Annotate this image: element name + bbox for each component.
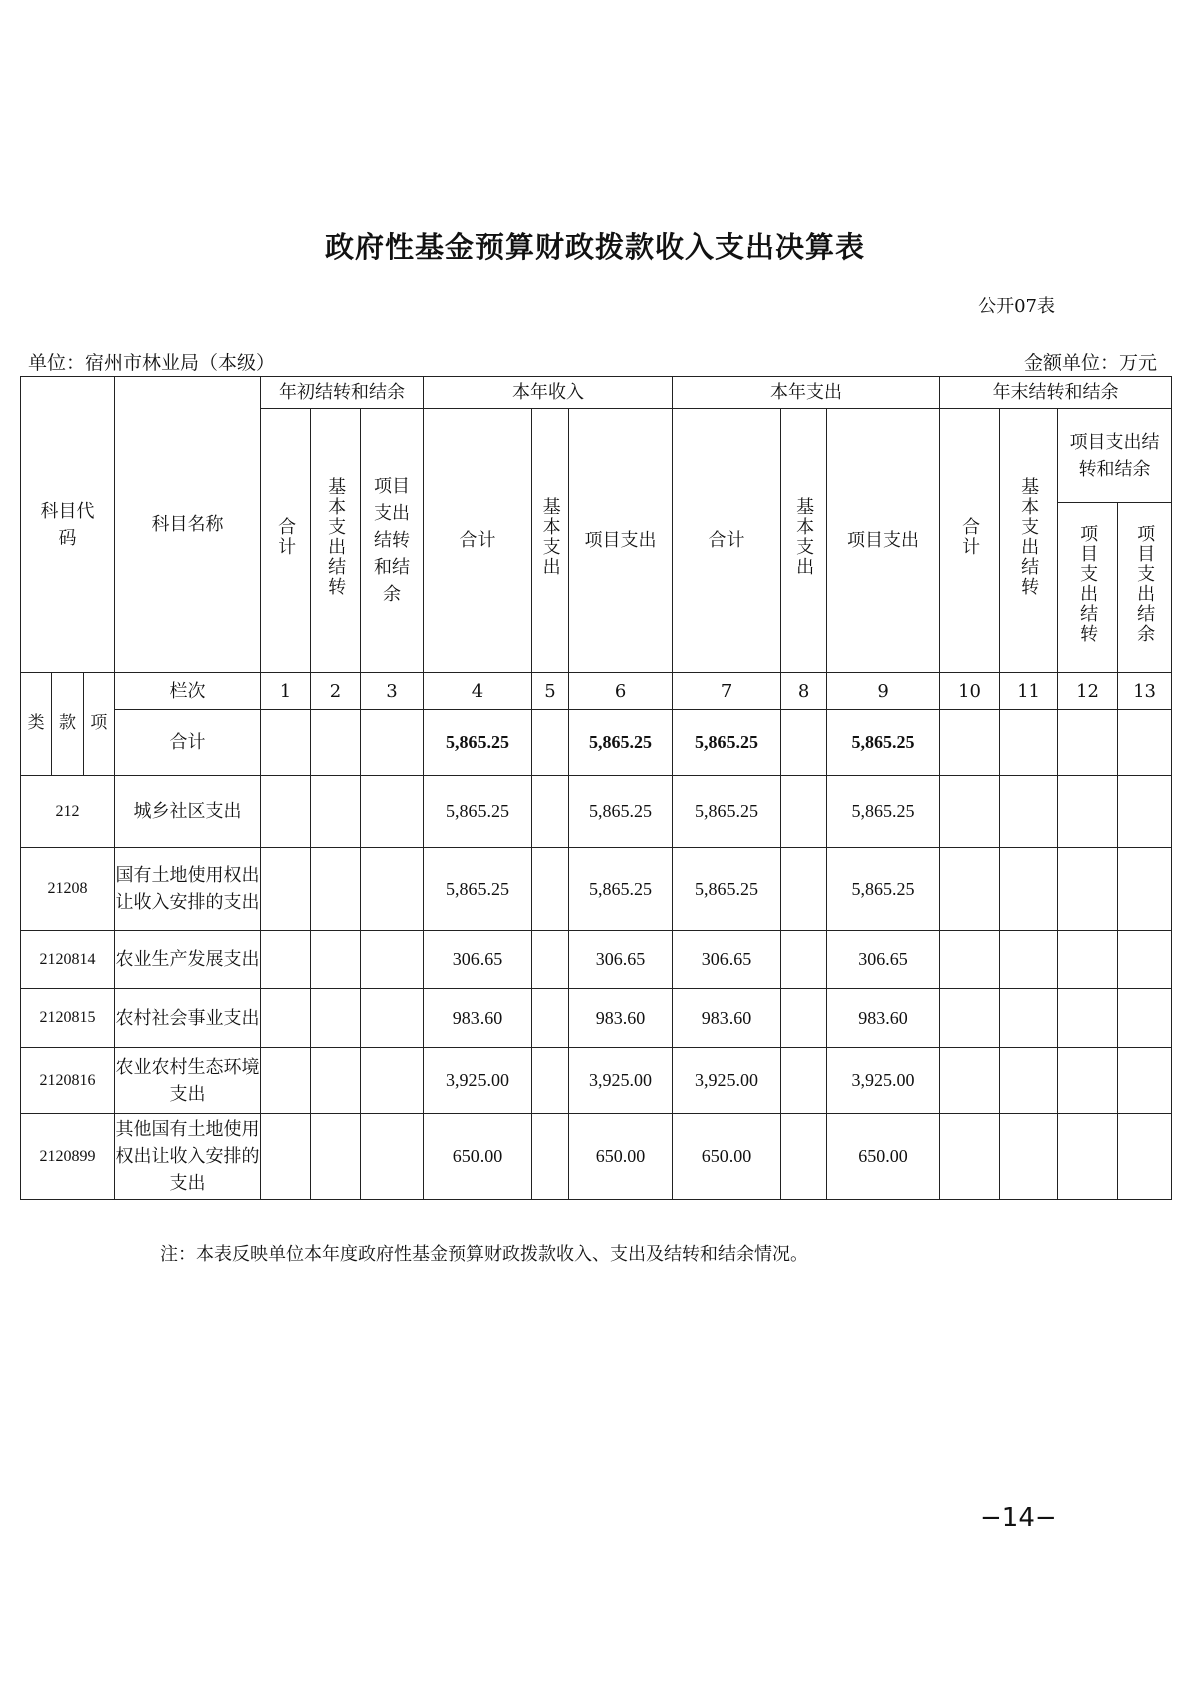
row-name: 国有土地使用权出让收入安排的支出 xyxy=(115,848,261,931)
fund-budget-table xyxy=(20,376,1172,1200)
header-expense-total: 合计 xyxy=(673,409,781,673)
table-row xyxy=(21,1048,1172,1114)
row-expense-project: 3,925.00 xyxy=(827,1048,940,1114)
total-expense-total: 5,865.25 xyxy=(673,710,781,776)
reporting-unit: 单位：宿州市林业局（本级） xyxy=(28,352,276,374)
col-number: 10 xyxy=(940,673,1000,710)
row-name: 农业农村生态环境支出 xyxy=(115,1048,261,1114)
row-expense-project: 306.65 xyxy=(827,931,940,989)
header-end-project-balance: 项目支出结余 xyxy=(1118,503,1172,673)
classification-lei: 类 xyxy=(21,673,52,775)
total-label: 合计 xyxy=(115,710,261,776)
total-income-total: 5,865.25 xyxy=(424,710,532,776)
row-income-project: 983.60 xyxy=(569,989,673,1048)
page-title: 政府性基金预算财政拨款收入支出决算表 xyxy=(324,230,865,264)
col-number: 5 xyxy=(532,673,569,710)
header-end-basic-carry: 基本支出结转 xyxy=(1000,409,1058,673)
col-number: 1 xyxy=(261,673,311,710)
row-income-project: 5,865.25 xyxy=(569,776,673,848)
header-expense-basic: 基本支出 xyxy=(781,409,827,673)
row-income-project: 3,925.00 xyxy=(569,1048,673,1114)
table-row xyxy=(21,931,1172,989)
row-income-project: 5,865.25 xyxy=(569,848,673,931)
col-number: 3 xyxy=(361,673,424,710)
header-end-project-carry-balance: 项目支出结转和结余 xyxy=(1058,409,1172,503)
row-expense-project: 983.60 xyxy=(827,989,940,1048)
form-code: 公开07表 xyxy=(978,296,1055,317)
row-expense-total: 5,865.25 xyxy=(673,776,781,848)
col-number: 13 xyxy=(1118,673,1172,710)
classification-kuan: 款 xyxy=(52,673,83,775)
header-group-begin: 年初结转和结余 xyxy=(261,377,424,409)
header-group-expense: 本年支出 xyxy=(673,377,940,409)
row-code: 2120816 xyxy=(21,1048,115,1114)
row-expense-total: 983.60 xyxy=(673,989,781,1048)
header-end-total: 合计 xyxy=(940,409,1000,673)
classification-cell xyxy=(21,673,115,776)
col-number: 9 xyxy=(827,673,940,710)
header-begin-project-carry-balance: 项目支出结转和结余 xyxy=(361,409,424,673)
classification-xiang: 项 xyxy=(90,713,108,734)
table-row xyxy=(21,1114,1172,1200)
total-expense-project: 5,865.25 xyxy=(827,710,940,776)
table-row xyxy=(21,776,1172,848)
row-income-total: 5,865.25 xyxy=(424,848,532,931)
row-income-project: 306.65 xyxy=(569,931,673,989)
col-index-label: 栏次 xyxy=(115,673,261,710)
row-expense-total: 306.65 xyxy=(673,931,781,989)
col-number: 12 xyxy=(1058,673,1118,710)
col-number: 6 xyxy=(569,673,673,710)
column-index-row xyxy=(21,673,1172,710)
header-end-project-carry: 项目支出结转 xyxy=(1058,503,1118,673)
page-number: −14− xyxy=(980,1503,1057,1533)
row-income-total: 650.00 xyxy=(424,1114,532,1200)
header-subject-name: 科目名称 xyxy=(115,377,261,673)
row-code: 212 xyxy=(21,776,115,848)
table-row xyxy=(21,989,1172,1048)
header-group-income: 本年收入 xyxy=(424,377,673,409)
row-name: 农村社会事业支出 xyxy=(115,989,261,1048)
header-begin-total: 合计 xyxy=(261,409,311,673)
header-income-basic: 基本支出 xyxy=(532,409,569,673)
header-group-end: 年末结转和结余 xyxy=(940,377,1172,409)
row-expense-total: 5,865.25 xyxy=(673,848,781,931)
row-income-total: 5,865.25 xyxy=(424,776,532,848)
col-number: 8 xyxy=(781,673,827,710)
row-code: 2120814 xyxy=(21,931,115,989)
row-income-total: 983.60 xyxy=(424,989,532,1048)
col-number: 7 xyxy=(673,673,781,710)
row-income-total: 3,925.00 xyxy=(424,1048,532,1114)
row-income-project: 650.00 xyxy=(569,1114,673,1200)
row-expense-project: 5,865.25 xyxy=(827,848,940,931)
row-expense-project: 5,865.25 xyxy=(827,776,940,848)
row-income-total: 306.65 xyxy=(424,931,532,989)
header-begin-basic-carry: 基本支出结转 xyxy=(311,409,361,673)
row-name: 其他国有土地使用权出让收入安排的支出 xyxy=(115,1114,261,1200)
col-number: 4 xyxy=(424,673,532,710)
row-expense-total: 3,925.00 xyxy=(673,1048,781,1114)
row-code: 2120899 xyxy=(21,1114,115,1200)
col-number: 11 xyxy=(1000,673,1058,710)
amount-unit: 金额单位：万元 xyxy=(1023,352,1157,374)
row-expense-project: 650.00 xyxy=(827,1114,940,1200)
header-income-total: 合计 xyxy=(424,409,532,673)
row-expense-total: 650.00 xyxy=(673,1114,781,1200)
header-subject-code: 科目代码 xyxy=(21,377,115,673)
table-note: 注：本表反映单位本年度政府性基金预算财政拨款收入、支出及结转和结余情况。 xyxy=(160,1244,808,1265)
table-row xyxy=(21,848,1172,931)
header-row-groups xyxy=(21,377,1172,409)
row-code: 21208 xyxy=(21,848,115,931)
header-income-project: 项目支出 xyxy=(569,409,673,673)
row-name: 农业生产发展支出 xyxy=(115,931,261,989)
row-code: 2120815 xyxy=(21,989,115,1048)
row-name: 城乡社区支出 xyxy=(115,776,261,848)
header-expense-project: 项目支出 xyxy=(827,409,940,673)
total-income-project: 5,865.25 xyxy=(569,710,673,776)
col-number: 2 xyxy=(311,673,361,710)
total-row xyxy=(21,710,1172,776)
